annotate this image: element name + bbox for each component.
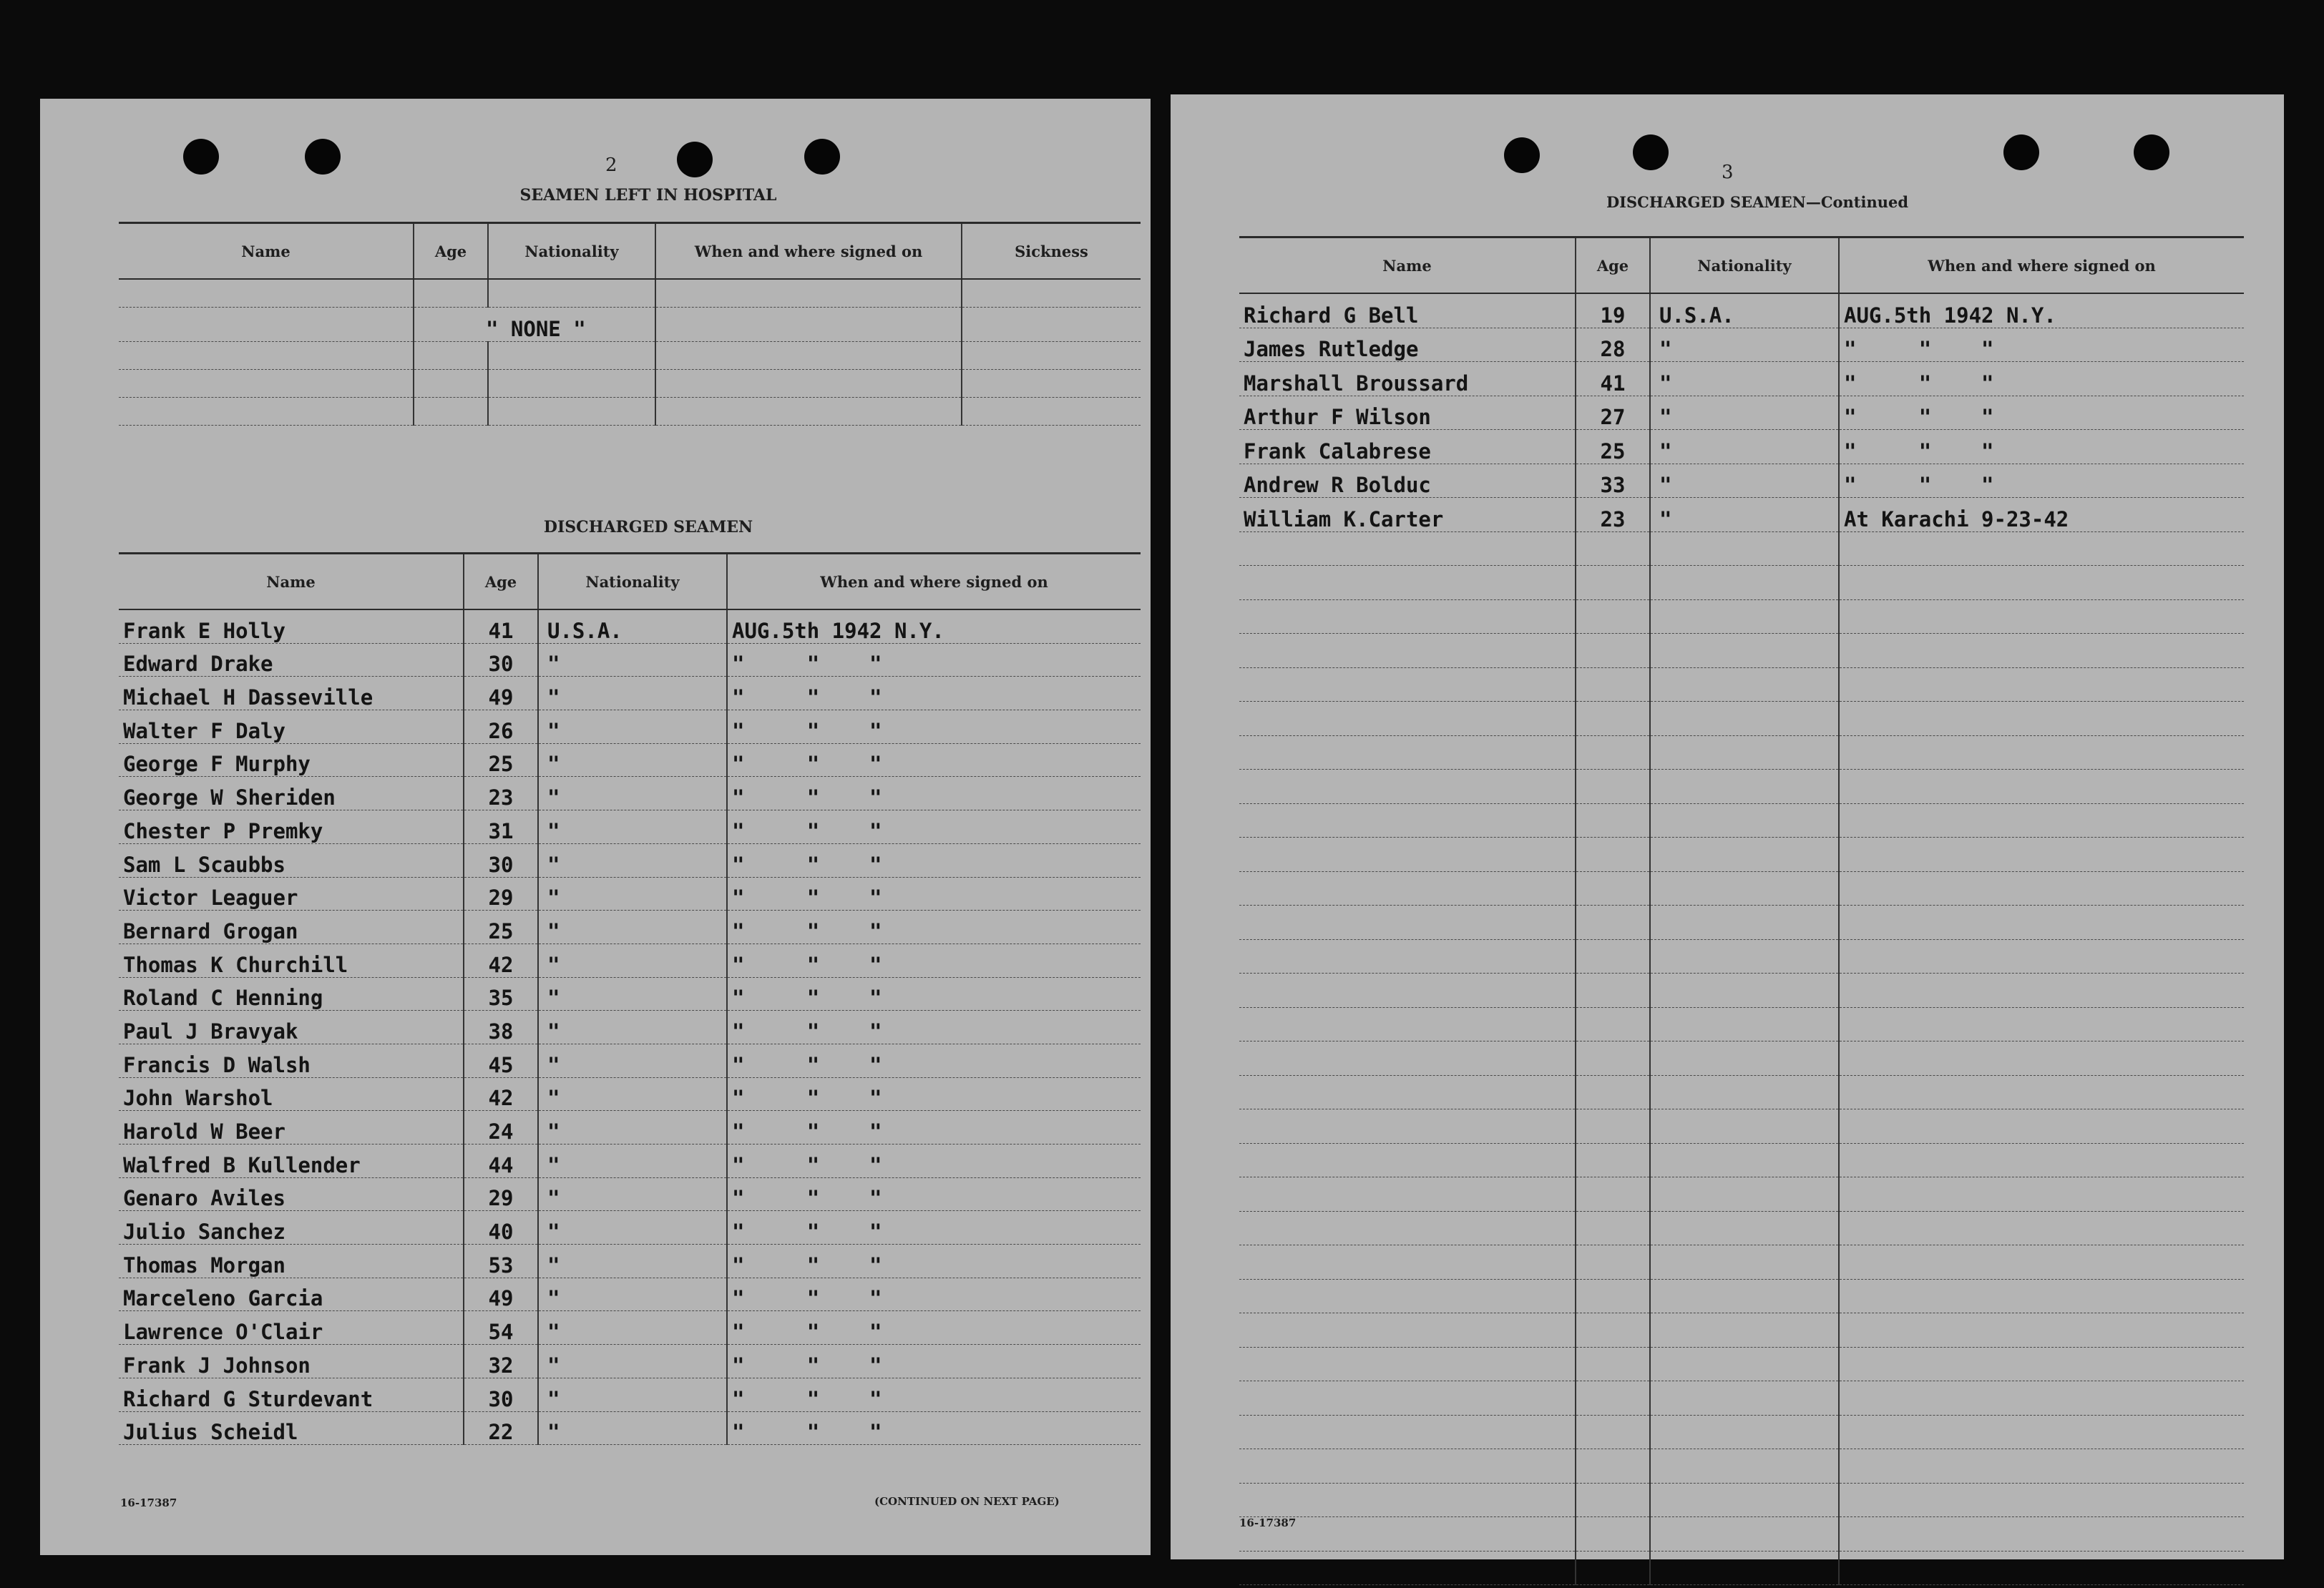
seaman-name: George F Murphy — [119, 743, 464, 777]
signed-on: " " " — [727, 944, 1141, 977]
signed-on: " " " — [727, 743, 1141, 777]
seaman-name: Julio Sanchez — [119, 1211, 464, 1245]
seaman-name: John Warshol — [119, 1077, 464, 1111]
seaman-age: 33 — [1576, 464, 1650, 498]
column-header: Nationality — [1650, 237, 1839, 294]
seaman-age: 32 — [464, 1345, 538, 1378]
form-number: 16-17387 — [120, 1496, 177, 1509]
seaman-name: Andrew R Bolduc — [1239, 464, 1576, 498]
seaman-nationality: " — [538, 810, 727, 844]
empty-row — [1239, 1143, 2244, 1177]
empty-row — [1239, 1313, 2244, 1348]
seaman-age: 23 — [1576, 498, 1650, 532]
seaman-nationality: " — [1650, 396, 1839, 430]
table-row — [119, 1378, 1141, 1411]
seaman-age: 29 — [464, 1177, 538, 1211]
seaman-name: Frank Calabrese — [1239, 430, 1576, 464]
column-header: When and where signed on — [655, 223, 962, 280]
seaman-nationality: U.S.A. — [1650, 293, 1839, 328]
seaman-nationality: " — [538, 1111, 727, 1145]
table-row — [119, 1245, 1141, 1278]
seaman-nationality: " — [538, 1145, 727, 1178]
signed-on: " " " — [727, 977, 1141, 1011]
form-number: 16-17387 — [1239, 1516, 1297, 1529]
signed-on: " " " — [727, 1044, 1141, 1077]
empty-row — [1239, 770, 2244, 804]
empty-row — [1239, 667, 2244, 702]
table-row — [119, 1411, 1141, 1445]
seaman-age: 30 — [464, 843, 538, 877]
seaman-age: 41 — [1576, 362, 1650, 396]
signed-on: " " " — [727, 1278, 1141, 1311]
discharged-table — [119, 552, 1141, 1445]
seaman-name: Harold W Beer — [119, 1111, 464, 1145]
table-row — [119, 1177, 1141, 1211]
empty-row — [1239, 838, 2244, 872]
signed-on: AUG.5th 1942 N.Y. — [727, 609, 1141, 643]
seaman-name: Edward Drake — [119, 643, 464, 677]
signed-on: " " " — [727, 1345, 1141, 1378]
seaman-age: 30 — [464, 1378, 538, 1411]
seaman-age: 38 — [464, 1011, 538, 1044]
seaman-name: Chester P Premky — [119, 810, 464, 844]
empty-row — [1239, 1245, 2244, 1280]
seaman-name: Marshall Broussard — [1239, 362, 1576, 396]
seaman-name: Michael H Dasseville — [119, 677, 464, 710]
signed-on: AUG.5th 1942 N.Y. — [1839, 293, 2244, 328]
seaman-name: Walfred B Kullender — [119, 1145, 464, 1178]
seaman-name: Thomas K Churchill — [119, 944, 464, 977]
seaman-nationality: " — [538, 1177, 727, 1211]
signed-on: " " " — [727, 843, 1141, 877]
signed-on: " " " — [727, 777, 1141, 810]
seaman-name: Julius Scheidl — [119, 1411, 464, 1445]
column-header: Sickness — [962, 223, 1141, 280]
table-row — [119, 1278, 1141, 1311]
seaman-name: Thomas Morgan — [119, 1245, 464, 1278]
punch-hole — [305, 139, 341, 175]
column-header: Name — [119, 223, 414, 280]
seaman-nationality: " — [538, 1011, 727, 1044]
signed-on: " " " — [727, 1411, 1141, 1445]
table-row — [119, 1044, 1141, 1077]
empty-row — [1239, 1211, 2244, 1245]
signed-on: " " " — [727, 810, 1141, 844]
empty-row — [1239, 871, 2244, 906]
seaman-age: 49 — [464, 1278, 538, 1311]
table-row — [119, 877, 1141, 911]
signed-on: " " " — [727, 710, 1141, 744]
table-row — [119, 1345, 1141, 1378]
empty-row — [1239, 1381, 2244, 1416]
empty-row — [1239, 566, 2244, 600]
punch-hole — [2003, 134, 2039, 170]
seaman-nationality: " — [538, 1245, 727, 1278]
seaman-nationality: " — [1650, 362, 1839, 396]
empty-row — [1239, 1109, 2244, 1144]
seaman-age: 41 — [464, 609, 538, 643]
punch-hole — [804, 139, 840, 175]
table-row — [119, 810, 1141, 844]
seaman-name: Arthur F Wilson — [1239, 396, 1576, 430]
table-row — [1239, 430, 2244, 464]
seaman-age: 35 — [464, 977, 538, 1011]
seaman-age: 42 — [464, 1077, 538, 1111]
signed-on: " " " — [1839, 362, 2244, 396]
seaman-age: 25 — [464, 911, 538, 944]
seaman-name: Frank E Holly — [119, 609, 464, 643]
seaman-age: 49 — [464, 677, 538, 710]
signed-on: " " " — [727, 677, 1141, 710]
seaman-name: James Rutledge — [1239, 328, 1576, 362]
seaman-nationality: " — [538, 944, 727, 977]
table-row — [119, 843, 1141, 877]
seaman-name: Genaro Aviles — [119, 1177, 464, 1211]
signed-on: " " " — [727, 1211, 1141, 1245]
seaman-name: William K.Carter — [1239, 498, 1576, 532]
page-number: 2 — [605, 155, 617, 176]
empty-row — [1239, 1075, 2244, 1109]
table-row — [119, 643, 1141, 677]
column-header: Name — [119, 554, 464, 610]
signed-on: " " " — [727, 911, 1141, 944]
table-row — [119, 609, 1141, 643]
table-row — [119, 777, 1141, 810]
seaman-nationality: " — [1650, 498, 1839, 532]
table-row — [119, 743, 1141, 777]
hospital-section-title: SEAMEN LEFT IN HOSPITAL — [519, 186, 777, 205]
table-row — [119, 977, 1141, 1011]
column-header: Name — [1239, 237, 1576, 294]
signed-on: " " " — [1839, 464, 2244, 498]
empty-row — [1239, 974, 2244, 1008]
column-header: Nationality — [488, 223, 655, 280]
seaman-nationality: U.S.A. — [538, 609, 727, 643]
signed-on: " " " — [727, 1111, 1141, 1145]
empty-row — [1239, 531, 2244, 566]
seaman-age: 26 — [464, 710, 538, 744]
seaman-nationality: " — [538, 1311, 727, 1345]
seaman-age: 25 — [1576, 430, 1650, 464]
seaman-name: Frank J Johnson — [119, 1345, 464, 1378]
signed-on: " " " — [727, 1245, 1141, 1278]
punch-hole — [1504, 137, 1540, 173]
seaman-nationality: " — [1650, 430, 1839, 464]
seaman-nationality: " — [538, 1044, 727, 1077]
punch-hole — [2134, 134, 2169, 170]
empty-row — [1239, 939, 2244, 974]
seaman-name: Richard G Sturdevant — [119, 1378, 464, 1411]
signed-on: " " " — [1839, 396, 2244, 430]
left-page — [40, 99, 1151, 1555]
seaman-nationality: " — [538, 1077, 727, 1111]
seaman-nationality: " — [1650, 328, 1839, 362]
seaman-nationality: " — [538, 677, 727, 710]
seaman-nationality: " — [538, 877, 727, 911]
hospital-none-entry: " NONE " — [414, 308, 655, 342]
seaman-name: George W Sheriden — [119, 777, 464, 810]
table-row — [119, 1211, 1141, 1245]
seaman-nationality: " — [538, 743, 727, 777]
discharged-section-title: DISCHARGED SEAMEN — [543, 518, 753, 536]
seaman-age: 22 — [464, 1411, 538, 1445]
punch-hole — [183, 139, 219, 175]
seaman-name: Francis D Walsh — [119, 1044, 464, 1077]
column-header: Age — [414, 223, 488, 280]
seaman-name: Bernard Grogan — [119, 911, 464, 944]
signed-on: " " " — [727, 1145, 1141, 1178]
signed-on: " " " — [1839, 328, 2244, 362]
discharged-continued-table — [1239, 236, 2244, 1585]
seaman-nationality: " — [538, 1378, 727, 1411]
signed-on: " " " — [727, 1177, 1141, 1211]
table-row — [119, 1011, 1141, 1044]
signed-on: " " " — [727, 877, 1141, 911]
seaman-nationality: " — [538, 1345, 727, 1378]
column-header: Age — [1576, 237, 1650, 294]
seaman-name: Lawrence O'Clair — [119, 1311, 464, 1345]
seaman-name: Walter F Daly — [119, 710, 464, 744]
seaman-age: 40 — [464, 1211, 538, 1245]
signed-on: " " " — [1839, 430, 2244, 464]
seaman-name: Marceleno Garcia — [119, 1278, 464, 1311]
right-page — [1171, 94, 2284, 1559]
seaman-nationality: " — [538, 1411, 727, 1445]
punch-hole — [677, 142, 713, 177]
seaman-nationality: " — [538, 843, 727, 877]
table-row — [119, 710, 1141, 744]
seaman-age: 45 — [464, 1044, 538, 1077]
column-header: Nationality — [538, 554, 727, 610]
seaman-age: 27 — [1576, 396, 1650, 430]
table-row — [119, 1145, 1141, 1178]
empty-row — [1239, 634, 2244, 668]
table-row — [119, 911, 1141, 944]
seaman-name: Victor Leaguer — [119, 877, 464, 911]
seaman-age: 30 — [464, 643, 538, 677]
table-row — [119, 944, 1141, 977]
table-row — [1239, 396, 2244, 430]
empty-row — [1239, 1347, 2244, 1381]
signed-on: " " " — [727, 1011, 1141, 1044]
seaman-age: 29 — [464, 877, 538, 911]
seaman-age: 28 — [1576, 328, 1650, 362]
seaman-age: 23 — [464, 777, 538, 810]
signed-on: " " " — [727, 1311, 1141, 1345]
table-row — [119, 1077, 1141, 1111]
continued-note: (CONTINUED ON NEXT PAGE) — [874, 1495, 1060, 1508]
table-row — [119, 677, 1141, 710]
seaman-age: 54 — [464, 1311, 538, 1345]
empty-row — [1239, 1415, 2244, 1449]
seaman-age: 25 — [464, 743, 538, 777]
table-row — [1239, 362, 2244, 396]
table-row — [119, 1311, 1141, 1345]
seaman-nationality: " — [538, 911, 727, 944]
seaman-nationality: " — [538, 1278, 727, 1311]
seaman-age: 24 — [464, 1111, 538, 1145]
seaman-age: 19 — [1576, 293, 1650, 328]
seaman-name: Roland C Henning — [119, 977, 464, 1011]
empty-row — [1239, 803, 2244, 838]
seaman-nationality: " — [538, 977, 727, 1011]
empty-row — [1239, 1483, 2244, 1517]
empty-row — [1239, 599, 2244, 634]
seaman-age: 53 — [464, 1245, 538, 1278]
column-header: When and where signed on — [1839, 237, 2244, 294]
page-number: 3 — [1722, 162, 1734, 183]
empty-row — [1239, 1041, 2244, 1076]
column-header: Age — [464, 554, 538, 610]
empty-row — [1239, 1551, 2244, 1585]
table-row — [119, 1111, 1141, 1145]
seaman-nationality: " — [538, 777, 727, 810]
table-row — [1239, 293, 2244, 328]
empty-row — [1239, 1007, 2244, 1041]
seaman-nationality: " — [538, 1211, 727, 1245]
seaman-age: 31 — [464, 810, 538, 844]
empty-row — [1239, 1177, 2244, 1212]
signed-on: " " " — [727, 1077, 1141, 1111]
punch-hole — [1633, 134, 1669, 170]
seaman-nationality: " — [538, 710, 727, 744]
seaman-name: Richard G Bell — [1239, 293, 1576, 328]
empty-row — [1239, 906, 2244, 940]
empty-row — [1239, 1517, 2244, 1552]
signed-on: " " " — [727, 643, 1141, 677]
seaman-nationality: " — [538, 643, 727, 677]
seaman-age: 44 — [464, 1145, 538, 1178]
empty-row — [1239, 1279, 2244, 1313]
signed-on: " " " — [727, 1378, 1141, 1411]
seaman-name: Paul J Bravyak — [119, 1011, 464, 1044]
hospital-table — [119, 222, 1141, 426]
seaman-nationality: " — [1650, 464, 1839, 498]
seaman-age: 42 — [464, 944, 538, 977]
table-row — [1239, 464, 2244, 498]
discharged-continued-title: DISCHARGED SEAMEN—Continued — [1606, 193, 1909, 211]
empty-row — [1239, 1449, 2244, 1484]
seaman-name: Sam L Scaubbs — [119, 843, 464, 877]
empty-row — [1239, 702, 2244, 736]
table-row — [1239, 498, 2244, 532]
column-header: When and where signed on — [727, 554, 1141, 610]
empty-row — [1239, 735, 2244, 770]
signed-on: At Karachi 9-23-42 — [1839, 498, 2244, 532]
table-row — [1239, 328, 2244, 362]
